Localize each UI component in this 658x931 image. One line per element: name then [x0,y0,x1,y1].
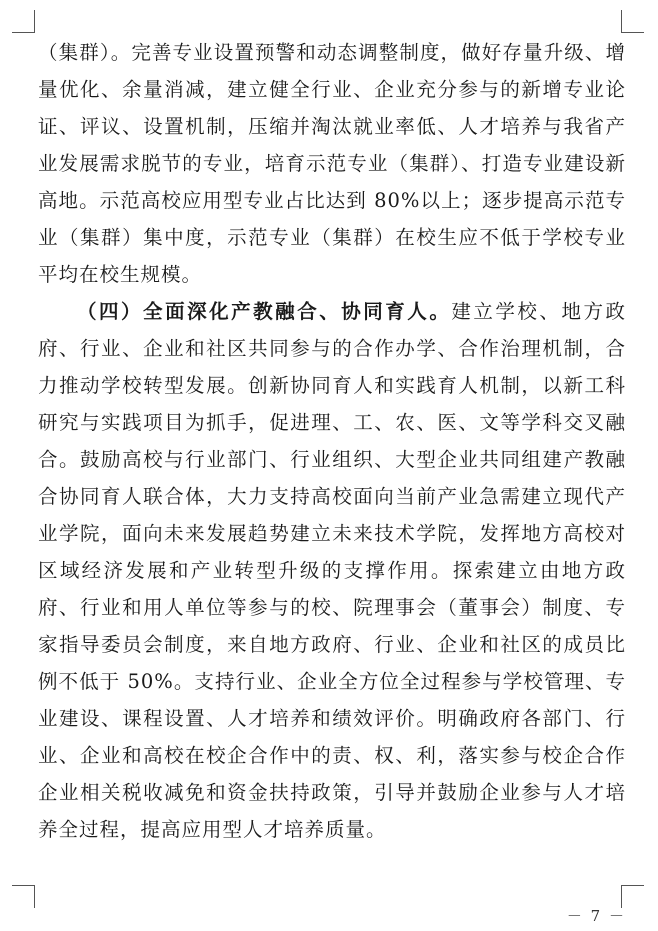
page-number: － 7 － [566,907,626,925]
paragraph-section-four [38,293,626,848]
paragraph-continued [38,34,626,293]
crop-mark-top-right [621,10,644,33]
paragraph-text: （集群）。完善专业设置预警和动态调整制度，做好存量升级、增量优化、余量消减，建立健全行业、企业充分参与的新增专业论证、评议、设置机制，压缩并淘汰就业率低、人才培养与我省产业发展需求脱节的专业，培育示范专业（集群）、打造专业建设新高地。示范高校应用型专业占比达到 80%以上；逐步提高示范专业（集群）集中度，示范专业（集群）在校生应不低于学校专业平均在校生规模。 [38,41,626,286]
section-heading: （四）全面深化产教融合、协同育人。 [77,300,452,323]
paragraph-text: 建立学校、地方政府、行业、企业和社区共同参与的合作办学、合作治理机制，合力推动学校转型发展。创新协同育人和实践育人机制，以新工科研究与实践项目为抓手，促进理、工、农、医、文等学科交叉融合。鼓励高校与行业部门、行业组织、大型企业共同组建产教融合协同育人联合体，大力支持高校面向当前产业急需建立现代产业学院，面向未来发展趋势建立未来技术学院，发挥地方高校对区域经济发展和产业转型升级的支撑作用。探索建立由地方政府、行业和用人单位等参与的校、院理事会（董事会）制度、专家指导委员会制度，来自地方政府、行业、企业和社区的成员比例不低于 50%。支持行业、企业全方位全过程参与学校管理、专业建设、课程设置、人才培养和绩效评价。明确政府各部门、行业、企业和高校在校企合作中的责、权、利，落实参与校企合作企业相关税收减免和资金扶持政策，引导并鼓励企业参与人才培养全过程，提高应用型人才培养质量。 [38,300,626,841]
crop-mark-bottom-left [12,885,35,908]
crop-mark-top-left [12,10,35,33]
document-body [38,34,626,848]
